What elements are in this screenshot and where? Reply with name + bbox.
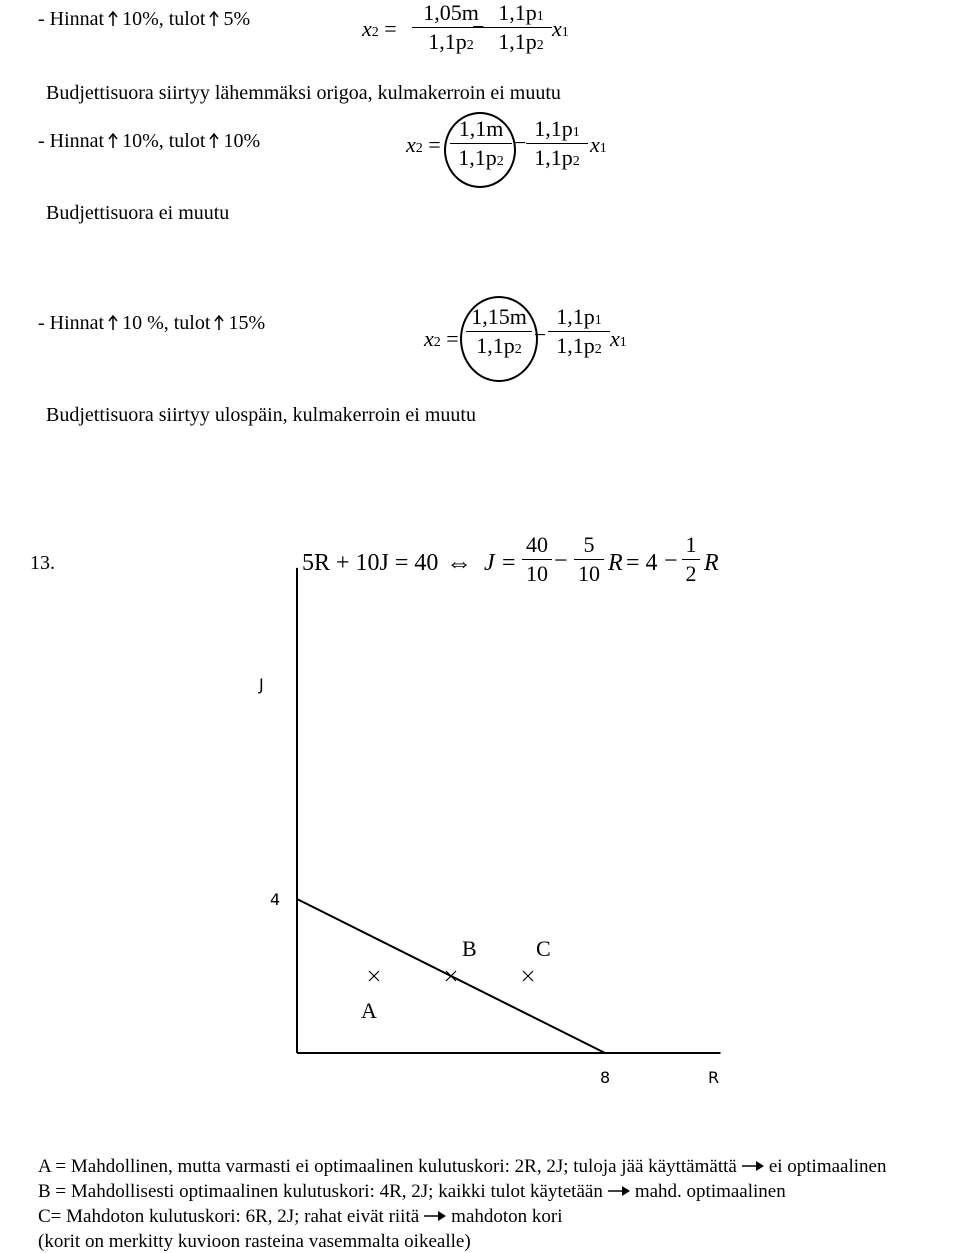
x-axis-label: R [708,1068,720,1087]
case1-tail: x1 [552,16,569,41]
case3-lhs: x2 = [424,326,459,351]
case3-minus: − [534,322,547,347]
case1-lhs: x2 = [362,16,397,41]
point-marker-c [523,971,533,981]
legend-line-d: (korit on merkitty kuvioon rasteina vasemmalta oikealle) [38,1231,471,1252]
case2-fraction-1: 1,1m 1,1p2 [450,116,512,171]
case3-label: - Hinnat 10 %, tulot 15% [38,312,266,334]
r-variable-2: R [704,550,719,576]
case1-fraction-1: 1,05m 1,1p2 [412,0,490,55]
x-tick-label: 8 [600,1068,611,1087]
equals-four: = 4 [626,550,658,576]
case1-fraction-2: 1,1p1 1,1p2 [490,0,552,55]
legend-line-b: B = Mahdollisesti optimaalinen kulutuskori: 4R, 2J; kaikki tulot käytetään mahd. optimaalinen [38,1181,786,1202]
right-arrow-icon [607,1185,631,1197]
case3-fraction-2: 1,1p1 1,1p2 [548,304,610,359]
problem-number: 13. [30,552,55,574]
minus: − [554,548,568,574]
fraction-40-10: 40 10 [522,532,552,587]
case2-lhs: x2 = [406,132,441,157]
fraction-5-10: 5 10 [574,532,604,587]
y-axis-label: J [259,675,264,694]
point-marker-b [446,971,456,981]
case2-conclusion: Budjettisuora ei muutu [46,202,230,224]
point-label-c: C [536,936,551,961]
legend-line-c: C= Mahdoton kulutuskori: 6R, 2J; rahat eivät riitä mahdoton kori [38,1206,563,1227]
legend-line-a: A = Mahdollinen, mutta varmasti ei optimaalinen kulutuskori: 2R, 2J; tuloja jää käyttämättä ei optimaalinen [38,1156,887,1177]
y-tick-label: 4 [270,890,281,909]
case3-tail: x1 [610,326,627,351]
equation-lhs: 5R + 10J = 40 [302,550,439,576]
right-arrow-icon [423,1210,447,1222]
case1-conclusion: Budjettisuora siirtyy lähemmäksi origoa, kulmakerroin ei muutu [46,82,561,104]
case1-minus: − [472,14,485,39]
right-arrow-icon [741,1160,765,1172]
case3-conclusion: Budjettisuora siirtyy ulospäin, kulmakerroin ei muutu [46,404,476,426]
equals: = [502,550,516,576]
minus-2: − [664,548,678,574]
case1-label: - Hinnat 10%, tulot 5% [38,8,251,30]
case3-fraction-1: 1,15m 1,1p2 [466,304,532,359]
case2-label: - Hinnat 10%, tulot 10% [38,130,261,152]
iff-symbol: ⇔ [446,548,472,577]
case2-tail: x1 [590,132,607,157]
point-marker-a [369,971,379,981]
case2-minus: − [514,130,527,155]
point-label-a: A [361,998,377,1023]
point-label-b: B [462,936,477,961]
r-variable: R [608,550,623,576]
case2-fraction-2: 1,1p1 1,1p2 [526,116,588,171]
fraction-1-2: 1 2 [682,532,700,587]
j-variable: J [484,550,495,576]
